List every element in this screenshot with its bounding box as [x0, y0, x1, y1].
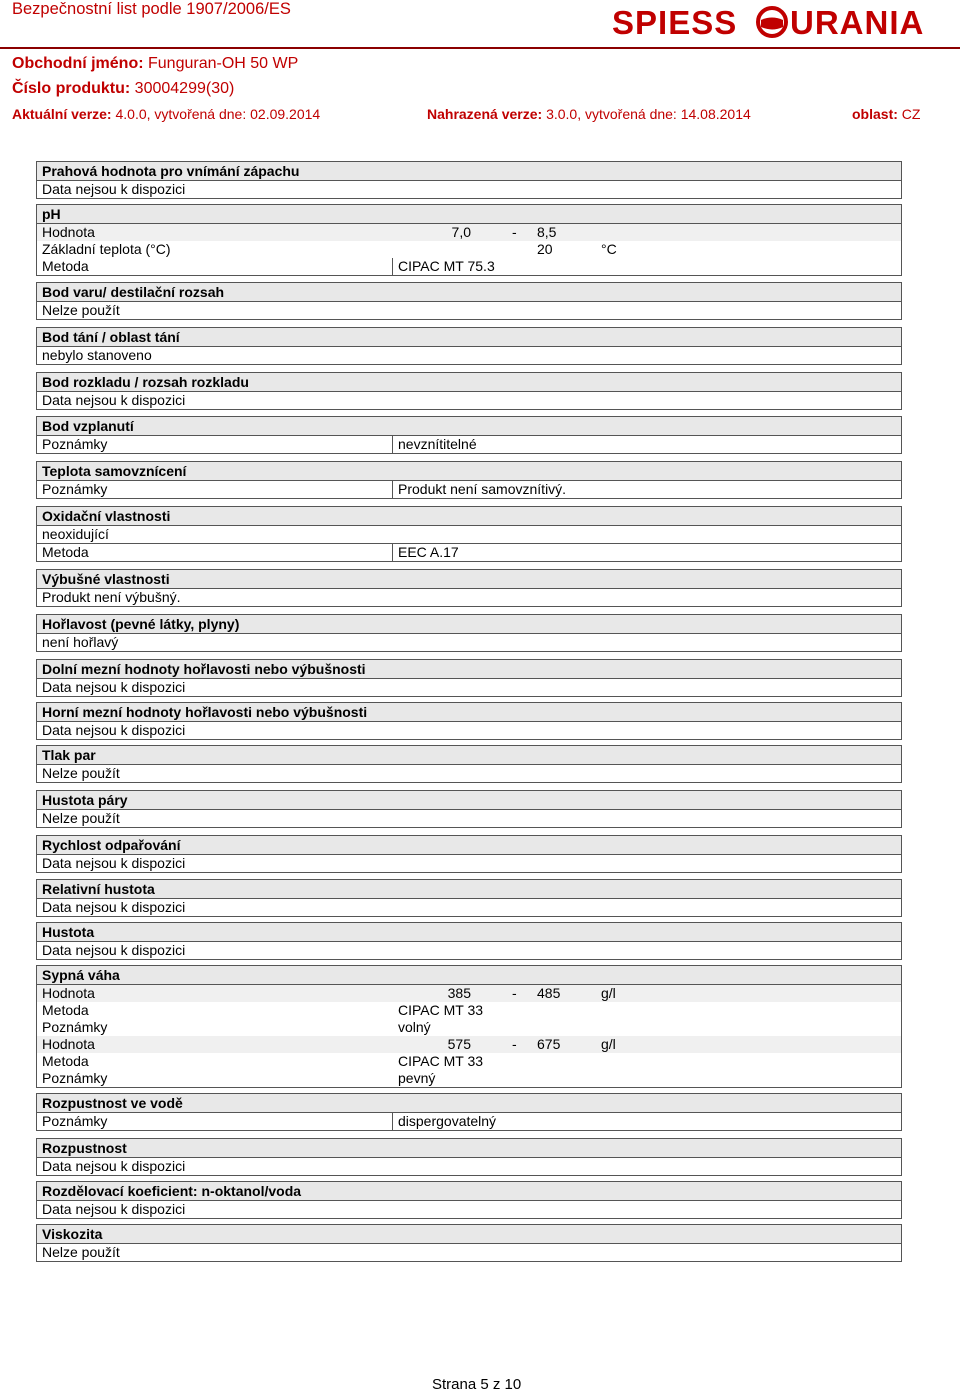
- trade-name: Obchodní jméno: Funguran-OH 50 WP: [12, 55, 299, 72]
- section-text: Nelze použít: [42, 1244, 120, 1260]
- svg-text:URANIA: URANIA: [790, 4, 924, 41]
- section-title: Bod rozkladu / rozsah rozkladu: [37, 373, 901, 392]
- section-text: Data nejsou k dispozici: [42, 679, 186, 695]
- section-title: Bod vzplanutí: [37, 417, 901, 436]
- section-density: [36, 922, 902, 960]
- product-number: Číslo produktu: 30004299(30): [12, 80, 235, 97]
- ph-temperature-row: Základní teplota (°C) 20 °C: [42, 241, 617, 257]
- section-text: není hořlavý: [42, 634, 119, 650]
- section-title: Tlak par: [37, 746, 901, 765]
- section-oxidizing: Oxidační vlastnosti neoxidující Metoda EEC A.17: [36, 506, 902, 562]
- section-melting-point: [36, 327, 902, 365]
- replaced-version: Nahrazená verze: 3.0.0, vytvořená dne: 14.08.2014: [427, 106, 751, 122]
- svg-text:SPIESS: SPIESS: [612, 4, 738, 41]
- section-title: Viskozita: [37, 1225, 901, 1244]
- section-boiling-point: [36, 282, 902, 320]
- section-relative-density: [36, 879, 902, 917]
- section-text: Data nejsou k dispozici: [42, 392, 186, 408]
- region: oblast: CZ: [852, 106, 921, 122]
- section-text: Data nejsou k dispozici: [42, 855, 186, 871]
- section-title: Sypná váha: [37, 966, 901, 985]
- section-text: Data nejsou k dispozici: [42, 181, 186, 197]
- section-ph: [36, 204, 902, 276]
- section-text: Data nejsou k dispozici: [42, 942, 186, 958]
- section-evaporation-rate: [36, 835, 902, 873]
- section-title: Rozpustnost: [37, 1139, 901, 1158]
- section-decomposition: [36, 372, 902, 410]
- section-title: Horní mezní hodnoty hořlavosti nebo výbušnosti: [37, 703, 901, 722]
- section-title: Bod varu/ destilační rozsah: [37, 283, 901, 302]
- section-odor-threshold: [36, 161, 902, 199]
- bulk-row: Poznámky volný: [42, 1019, 431, 1035]
- bulk-row: Hodnota 385 - 485 g/l: [37, 985, 901, 1002]
- section-flammability: [36, 614, 902, 652]
- section-title: Hořlavost (pevné látky, plyny): [37, 615, 901, 634]
- section-solubility: [36, 1138, 902, 1176]
- section-upper-limit: [36, 702, 902, 740]
- section-vapor-pressure: [36, 745, 902, 783]
- section-text: Nelze použít: [42, 810, 120, 826]
- section-title: Rozpustnost ve vodě: [37, 1094, 901, 1113]
- bulk-row: Hodnota 575 - 675 g/l: [37, 1036, 901, 1053]
- section-title: Hustota: [37, 923, 901, 942]
- ph-value-row: Hodnota 7,0 - 8,5: [37, 224, 901, 241]
- section-lower-limit: [36, 659, 902, 697]
- ph-method-row: Metoda CIPAC MT 75.3: [42, 258, 495, 274]
- current-version: Aktuální verze: 4.0.0, vytvořená dne: 02.09.2014: [12, 106, 321, 122]
- page-number: Strana 5 z 10: [432, 1376, 522, 1393]
- section-title: Bod tání / oblast tání: [37, 328, 901, 347]
- document-title: Bezpečnostní list podle 1907/2006/ES: [12, 0, 291, 18]
- section-title: Relativní hustota: [37, 880, 901, 899]
- spiess-urania-logo: [612, 3, 924, 41]
- section-text: nebylo stanoveno: [42, 347, 152, 363]
- section-flash-point: Bod vzplanutí Poznámky nevznítitelné: [36, 416, 902, 454]
- bulk-row: Metoda CIPAC MT 33: [42, 1053, 484, 1069]
- section-title: Oxidační vlastnosti: [37, 507, 901, 526]
- section-title: Rychlost odpařování: [37, 836, 901, 855]
- section-bulk-density: [36, 965, 902, 1088]
- section-text: Data nejsou k dispozici: [42, 1201, 186, 1217]
- section-text: Nelze použít: [42, 765, 120, 781]
- section-title: Prahová hodnota pro vnímání zápachu: [37, 162, 901, 181]
- header-rule: [0, 47, 960, 49]
- section-text: Produkt není výbušný.: [42, 589, 181, 605]
- section-title: Výbušné vlastnosti: [37, 570, 901, 589]
- section-partition-coefficient: [36, 1181, 902, 1219]
- section-title: Hustota páry: [37, 791, 901, 810]
- section-autoignition: Teplota samovznícení Poznámky Produkt není samovznítivý.: [36, 461, 902, 499]
- section-explosive: [36, 569, 902, 607]
- section-text: Data nejsou k dispozici: [42, 1158, 186, 1174]
- section-vapor-density: [36, 790, 902, 828]
- section-title: pH: [37, 205, 901, 224]
- section-title: Teplota samovznícení: [37, 462, 901, 481]
- bulk-row: Poznámky pevný: [42, 1070, 436, 1086]
- section-text: Data nejsou k dispozici: [42, 722, 186, 738]
- section-text: neoxidující: [42, 526, 109, 542]
- section-text: Nelze použít: [42, 302, 120, 318]
- bulk-row: Metoda CIPAC MT 33: [42, 1002, 484, 1018]
- section-title: Rozdělovací koeficient: n-oktanol/voda: [37, 1182, 901, 1201]
- section-viscosity: [36, 1224, 902, 1262]
- section-water-solubility: Rozpustnost ve vodě Poznámky dispergovatelný: [36, 1093, 902, 1131]
- section-title: Dolní mezní hodnoty hořlavosti nebo výbušnosti: [37, 660, 901, 679]
- section-text: Data nejsou k dispozici: [42, 899, 186, 915]
